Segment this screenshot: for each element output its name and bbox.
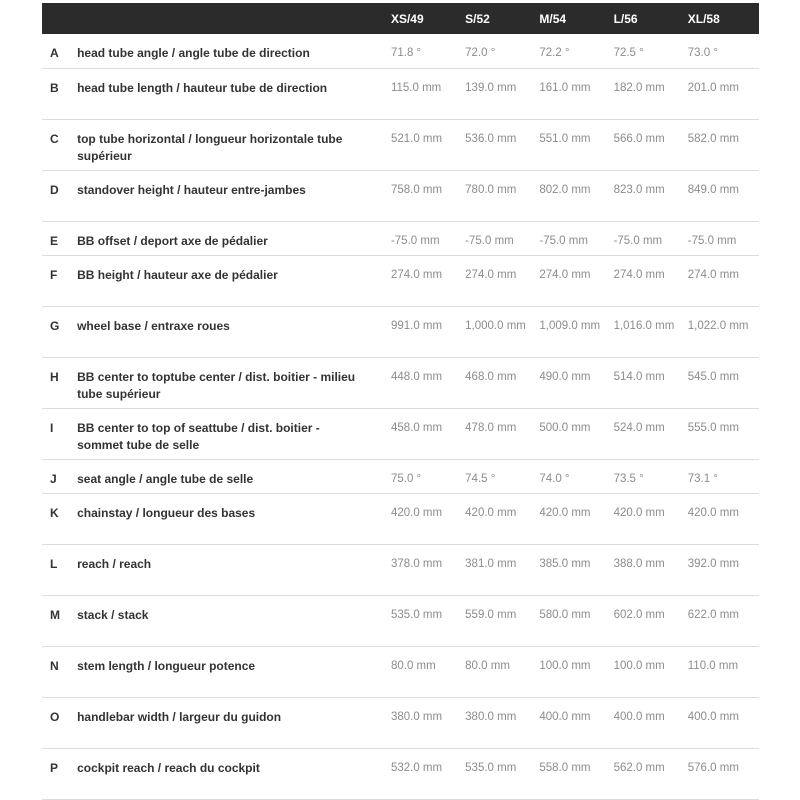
row-value-cell: 580.0 mm	[539, 608, 591, 621]
row-value-cell: 115.0 mm	[390, 81, 442, 94]
row-value-cell: 551.0 mm	[539, 132, 591, 145]
row-value-cell: 532.0 mm	[390, 761, 443, 774]
row-measurement-name: handlebar width / largeur du guidon	[77, 709, 282, 724]
row-measurement-name: stem length / longueur potence	[77, 658, 256, 673]
row-value-cell: 400.0 mm	[539, 710, 591, 723]
row-value-cell: 566.0 mm	[613, 132, 665, 145]
row-value-cell: 381.0 mm	[465, 557, 517, 570]
header-size-l56: L/56	[613, 11, 638, 26]
row-value-cell: 514.0 mm	[613, 370, 665, 383]
table-row	[42, 544, 759, 595]
row-value-cell: -75.0 mm	[687, 234, 737, 247]
row-value-cell: -75.0 mm	[390, 234, 440, 247]
row-value-cell: -75.0 mm	[613, 234, 663, 247]
row-letter: B	[50, 80, 59, 95]
table-row	[42, 255, 759, 306]
row-value-cell: 72.5 °	[613, 47, 644, 59]
header-letter	[42, 3, 76, 34]
row-value-cell: 274.0 mm	[465, 268, 517, 281]
row-value-cell: 388.0 mm	[613, 557, 665, 570]
row-value-cell: 420.0 mm	[613, 506, 665, 519]
row-value-cell: 576.0 mm	[687, 761, 739, 774]
table-row	[42, 170, 759, 221]
table-row	[42, 697, 759, 748]
row-value-cell: 602.0 mm	[613, 608, 665, 621]
table-body	[42, 34, 759, 799]
table-header	[42, 3, 759, 34]
row-measurement-name: stack / stack	[77, 607, 149, 622]
row-value-cell: 420.0 mm	[539, 506, 591, 519]
row-letter: E	[50, 233, 59, 248]
header-row	[42, 3, 759, 34]
row-value-cell: 72.2 °	[539, 47, 570, 59]
table-row	[42, 459, 759, 493]
row-value-cell: 545.0 mm	[687, 370, 739, 383]
row-measurement-name: seat angle / angle tube de selle	[77, 471, 254, 486]
row-value-cell: 535.0 mm	[390, 608, 443, 621]
row-value-cell: 392.0 mm	[687, 557, 739, 570]
row-value-cell: 73.1 °	[687, 472, 718, 485]
row-letter: N	[50, 658, 59, 673]
row-value-cell: 274.0 mm	[687, 268, 739, 281]
row-letter: D	[50, 182, 59, 197]
geometry-table	[42, 3, 759, 800]
row-value-cell: 73.5 °	[613, 472, 644, 485]
row-value-cell: 622.0 mm	[687, 608, 739, 621]
row-value-cell: 71.8 °	[390, 47, 422, 59]
row-letter: K	[50, 505, 59, 520]
row-value-cell: 555.0 mm	[687, 421, 739, 434]
row-value-cell: 558.0 mm	[539, 761, 591, 774]
row-value-cell: 535.0 mm	[465, 761, 517, 774]
row-value-cell: 420.0 mm	[465, 506, 517, 519]
row-value-cell: 274.0 mm	[539, 268, 591, 281]
row-measurement-name: BB height / hauteur axe de pédalier	[77, 267, 278, 282]
row-measurement-name: standover height / hauteur entre-jambes	[77, 182, 306, 197]
row-letter: M	[50, 607, 60, 622]
row-measurement-name: BB center to toptube center / dist. boitier - milieu tube supérieur	[77, 369, 356, 401]
row-measurement-name: reach / reach	[77, 556, 152, 571]
row-value-cell: 74.0 °	[539, 472, 570, 485]
row-measurement-name: top tube horizontal / longueur horizontale tube supérieur	[77, 131, 343, 163]
row-letter: A	[50, 46, 59, 60]
row-measurement-name: BB offset / deport axe de pédalier	[77, 233, 268, 248]
header-size-m54: M/54	[539, 11, 567, 26]
row-value-cell: 1,022.0 mm	[687, 319, 749, 332]
row-value-cell: 110.0 mm	[687, 659, 739, 672]
row-value-cell: 80.0 mm	[465, 659, 510, 672]
row-value-cell: 524.0 mm	[613, 421, 665, 434]
table-row	[42, 748, 759, 799]
row-value-cell: 420.0 mm	[687, 506, 739, 519]
table-row	[42, 68, 759, 119]
row-value-cell: 448.0 mm	[390, 370, 443, 383]
row-value-cell: 73.0 °	[687, 47, 718, 59]
row-value-cell: 802.0 mm	[539, 183, 591, 196]
row-value-cell: 991.0 mm	[390, 319, 443, 332]
row-value-cell: 139.0 mm	[465, 81, 517, 94]
row-value-cell: 458.0 mm	[390, 421, 443, 434]
table-row	[42, 357, 759, 408]
row-value-cell: 380.0 mm	[390, 710, 443, 723]
row-measurement-name: head tube length / hauteur tube de direction	[77, 80, 328, 95]
row-value-cell: 74.5 °	[465, 472, 496, 485]
row-letter: O	[50, 709, 60, 724]
row-value-cell: 849.0 mm	[687, 183, 739, 196]
row-letter: L	[50, 556, 58, 571]
row-value-cell: 100.0 mm	[539, 659, 591, 672]
row-value-cell: 274.0 mm	[613, 268, 665, 281]
row-letter: P	[50, 760, 59, 775]
row-measurement-name: wheel base / entraxe roues	[77, 318, 230, 333]
row-value-cell: 1,009.0 mm	[539, 319, 601, 332]
row-letter: F	[50, 267, 58, 282]
row-value-cell: 385.0 mm	[539, 557, 591, 570]
row-value-cell: 536.0 mm	[465, 132, 517, 145]
row-value-cell: 500.0 mm	[539, 421, 591, 434]
table-row	[42, 221, 759, 255]
table-row	[42, 34, 759, 68]
row-measurement-name: BB center to top of seattube / dist. boitier - sommet tube de selle	[77, 420, 320, 452]
table-row	[42, 493, 759, 544]
row-value-cell: 72.0 °	[465, 47, 496, 59]
row-value-cell: 400.0 mm	[687, 710, 739, 723]
row-value-cell: 400.0 mm	[613, 710, 665, 723]
row-value-cell: 182.0 mm	[613, 81, 665, 94]
row-value-cell: 521.0 mm	[390, 132, 443, 145]
row-value-cell: 562.0 mm	[613, 761, 665, 774]
row-measurement-name: cockpit reach / reach du cockpit	[77, 760, 260, 775]
row-value-cell: 100.0 mm	[613, 659, 665, 672]
row-value-cell: 80.0 mm	[390, 659, 436, 672]
row-value-cell: 75.0 °	[390, 472, 422, 485]
table-row	[42, 306, 759, 357]
header-size-xl58: XL/58	[687, 11, 720, 26]
row-value-cell: 161.0 mm	[539, 81, 591, 94]
row-value-cell: 490.0 mm	[539, 370, 591, 383]
row-value-cell: 378.0 mm	[390, 557, 443, 570]
row-value-cell: 780.0 mm	[465, 183, 517, 196]
table-row	[42, 646, 759, 697]
header-size-s52: S/52	[465, 11, 490, 26]
row-value-cell: 468.0 mm	[465, 370, 517, 383]
header-size-xs49: XS/49	[390, 11, 424, 26]
row-measurement-name: chainstay / longueur des bases	[77, 505, 256, 520]
table-row	[42, 595, 759, 646]
table-row	[42, 408, 759, 459]
row-measurement-name: head tube angle / angle tube de direction	[77, 46, 310, 60]
row-value-cell: 478.0 mm	[465, 421, 517, 434]
row-value-cell: 823.0 mm	[613, 183, 665, 196]
row-value-cell: 582.0 mm	[687, 132, 739, 145]
row-value-cell: 420.0 mm	[390, 506, 443, 519]
row-value-cell: 201.0 mm	[687, 81, 739, 94]
geometry-table-container	[42, 3, 759, 800]
header-name	[76, 3, 388, 34]
row-value-cell: -75.0 mm	[539, 234, 588, 247]
row-value-cell: 1,000.0 mm	[465, 319, 526, 332]
row-value-cell: -75.0 mm	[465, 234, 514, 247]
row-letter: C	[50, 131, 59, 146]
row-value-cell: 380.0 mm	[465, 710, 517, 723]
row-letter: J	[50, 471, 57, 486]
table-row	[42, 119, 759, 170]
row-letter: G	[50, 318, 60, 333]
row-value-cell: 559.0 mm	[465, 608, 517, 621]
row-value-cell: 1,016.0 mm	[613, 319, 675, 332]
row-letter: I	[50, 420, 54, 435]
row-letter: H	[50, 369, 59, 384]
row-value-cell: 758.0 mm	[390, 183, 443, 196]
row-value-cell: 274.0 mm	[390, 268, 443, 281]
